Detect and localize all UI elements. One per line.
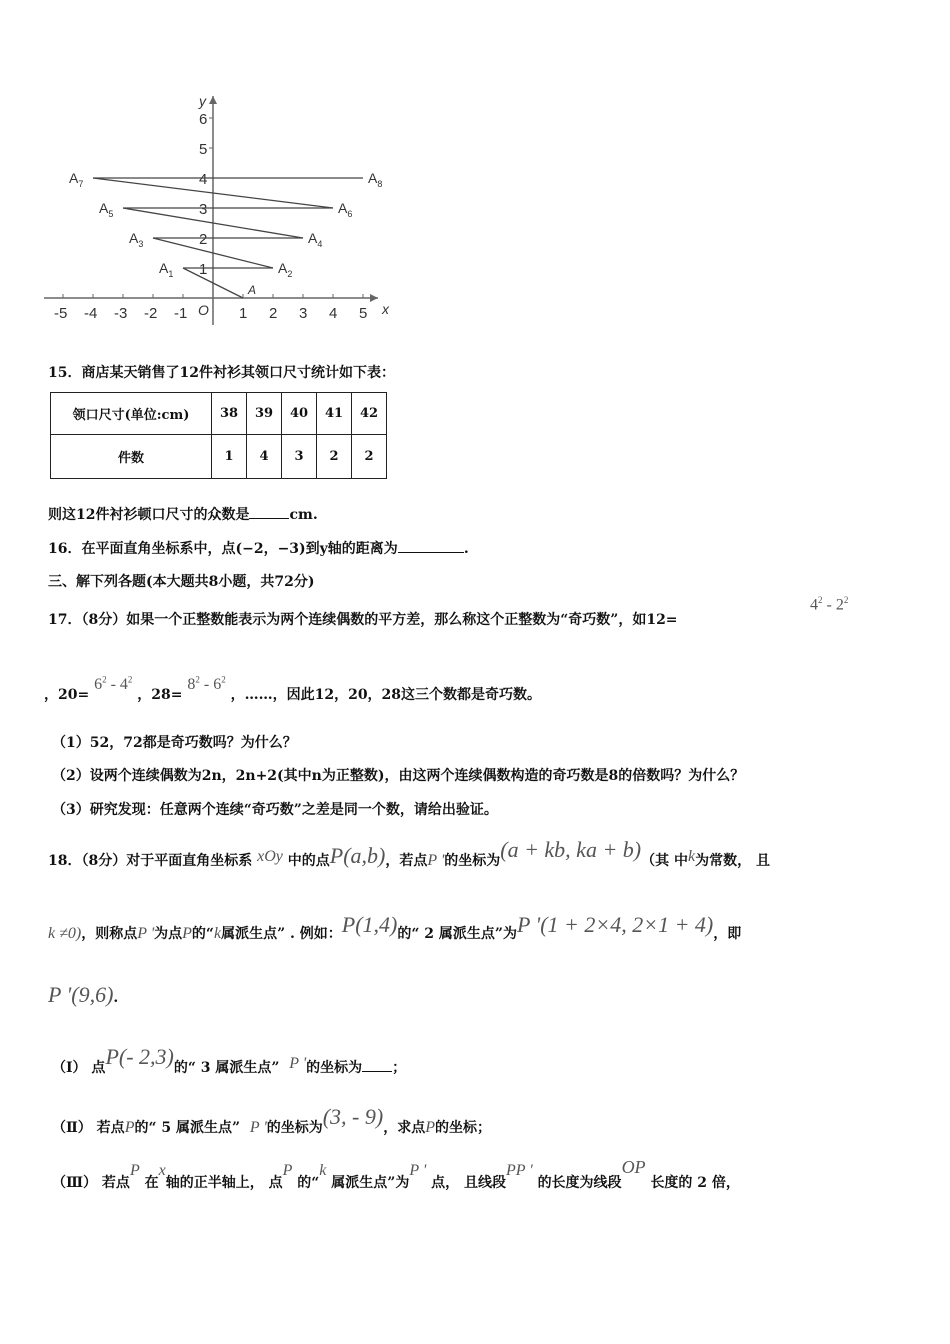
math-P-prime: P ' — [409, 1162, 427, 1179]
q18-text: 的“ 2 属派生点”为 — [397, 926, 517, 942]
q17-line2-text: ，20= — [44, 687, 90, 703]
math-P-9-6: P '(9,6) — [48, 982, 114, 1007]
q17-line2 — [44, 674, 542, 704]
point-label-A8: $A_8$ — [368, 170, 383, 189]
point-label-A7: $A_7$ — [69, 170, 84, 189]
section-heading: 三、解下列各题(本大题共8小题，共72分) — [48, 574, 315, 590]
q18-part-iii — [52, 1157, 740, 1192]
table-cell: 38 — [212, 393, 247, 435]
x-tick-label: 5 — [359, 305, 368, 322]
point-label-A1: $A_1$ — [159, 260, 174, 279]
math-k: k — [213, 925, 222, 942]
math-P-prime: P ' — [427, 852, 445, 869]
y-tick-label: 4 — [199, 171, 208, 188]
q17-sub3: （3）研究发现：任意两个连续“奇巧数”之差是同一个数，请给出验证。 — [52, 802, 498, 818]
math-P-prime: P ' — [137, 925, 155, 942]
x-tick-label: 4 — [329, 305, 338, 322]
table-header-size: 领口尺寸(单位:cm) — [51, 393, 212, 435]
q18-text: 18．（8分）对于平面直角坐标系 — [48, 853, 253, 869]
q18-part-i — [52, 1044, 407, 1078]
point-label-A3: $A_3$ — [129, 230, 144, 249]
q18-text: 的“ — [297, 1175, 320, 1191]
q18-text: 的“ — [191, 926, 214, 942]
formula-4sq-2sq: $4^2 - 2^2$ — [810, 595, 849, 614]
q18-text: ； — [392, 1060, 407, 1076]
q18-text: ，求点 — [383, 1120, 426, 1136]
q18-text: 的坐标为 — [444, 853, 501, 869]
q18-text: 的长度为线段 — [537, 1175, 622, 1191]
q18-text: 属派生点”为 — [331, 1175, 410, 1191]
math-PP-prime: PP ' — [506, 1162, 533, 1179]
q17-intro — [48, 609, 678, 629]
y-axis-label: y — [199, 93, 206, 109]
point-label-A2: $A_2$ — [278, 260, 293, 279]
math-P-ab: P(a,b) — [329, 843, 386, 868]
table-cell: 42 — [352, 393, 387, 435]
q18-line3 — [48, 982, 118, 1008]
y-tick-label: 3 — [199, 201, 208, 218]
q17-intro-text: 17．（8分）如果一个正整数能表示为两个连续偶数的平方差，那么称这个正整数为“奇巧数”，如12= — [48, 612, 678, 628]
q18-text: 轴的正半轴上， 点 — [165, 1175, 283, 1191]
math-P-prime: P ' — [249, 1119, 267, 1136]
q18-text: （Ⅱ） 若点 — [52, 1120, 125, 1136]
q18-text: 点， 且线段 — [431, 1175, 506, 1191]
point-label-A4: $A_4$ — [308, 230, 323, 249]
table-cell: 1 — [212, 435, 247, 479]
table-header-count: 件数 — [51, 435, 212, 479]
math-P: P — [425, 1119, 435, 1136]
q18-text: ，则称点 — [81, 926, 138, 942]
q16-suffix: . — [463, 541, 469, 557]
math-k-nonzero: k ≠0) — [48, 925, 82, 942]
q16-text — [48, 538, 469, 558]
x-tick-label: 3 — [299, 305, 308, 322]
q15-answer — [48, 504, 318, 524]
y-tick-label: 5 — [199, 141, 208, 158]
q18-text: 的坐标为 — [306, 1060, 363, 1076]
math-k: k — [688, 848, 696, 865]
q18-text: 属派生点” . 例如： — [221, 926, 342, 942]
point-label-A6: $A_6$ — [338, 200, 353, 219]
q18-text: 的坐标为 — [266, 1120, 323, 1136]
q18-text: 长度的 2 倍， — [650, 1175, 740, 1191]
q18-text: （Ⅰ） 点 — [52, 1060, 106, 1076]
math-coord-formula: (a + kb, ka + b) — [500, 837, 642, 862]
answer-blank — [398, 540, 464, 553]
q18-text: 为点 — [154, 926, 183, 942]
q18-text: . — [113, 990, 119, 1006]
q18-text: 的“ 3 属派生点” — [173, 1060, 280, 1076]
point-label-A5: $A_5$ — [99, 200, 114, 219]
answer-blank — [362, 1059, 392, 1072]
q17-line2-text: ，28= — [137, 687, 183, 703]
table-cell: 2 — [317, 435, 352, 479]
q18-text: ，若点 — [385, 853, 428, 869]
x-tick-label: 2 — [269, 305, 278, 322]
answer-blank — [249, 506, 289, 519]
x-axis-arrow — [370, 294, 378, 302]
math-P: P — [182, 925, 192, 942]
q18-text: 在 — [144, 1175, 159, 1191]
q15-answer-prefix: 则这12件衬衫顿口尺寸的众数是 — [48, 507, 250, 523]
y-tick-label: 6 — [199, 111, 208, 128]
math-P-neg2-3: P(- 2,3) — [105, 1044, 174, 1069]
x-tick-label: -5 — [54, 305, 68, 322]
coordinate-graph — [40, 90, 400, 330]
math-P: P — [282, 1162, 293, 1179]
origin-label: O — [198, 302, 209, 318]
math-P: P — [124, 1119, 135, 1136]
y-tick-label: 1 — [199, 261, 208, 278]
math-P-1-4: P(1,4) — [341, 912, 398, 937]
q18-text: 的“ 5 属派生点” — [134, 1120, 241, 1136]
q15-answer-suffix: cm. — [289, 507, 318, 523]
q18-text: （Ⅲ） 若点 — [52, 1175, 130, 1191]
x-axis-label: x — [382, 301, 389, 317]
math-P-example: P '(1 + 2×4, 2×1 + 4) — [516, 912, 714, 937]
x-tick-label: 1 — [239, 305, 248, 322]
x-tick-label: -3 — [114, 305, 128, 322]
q18-text: ，即 — [713, 926, 742, 942]
table-cell: 40 — [282, 393, 317, 435]
x-tick-label: -1 — [174, 305, 188, 322]
q15-text: 15．商店某天销售了12件衬衫其领口尺寸统计如下表： — [48, 365, 395, 381]
math-coord-3-neg9: (3, - 9) — [322, 1104, 384, 1129]
table-cell: 39 — [247, 393, 282, 435]
q17-line2-text: ，……，因此12，20，28这三个数都是奇巧数。 — [230, 687, 542, 703]
x-tick-label: -4 — [84, 305, 98, 322]
table-cell: 3 — [282, 435, 317, 479]
q18-text: 中的点 — [287, 853, 330, 869]
q18-line1 — [48, 837, 770, 871]
q18-text: （其 中 — [641, 853, 688, 869]
math-k: k — [319, 1162, 327, 1179]
q17-sub1: （1）52，72都是奇巧数吗？为什么？ — [52, 735, 297, 751]
q18-text: 的坐标； — [435, 1120, 491, 1136]
y-tick-label: 2 — [199, 231, 208, 248]
math-xOy: xOy — [257, 848, 283, 865]
math-x: x — [158, 1162, 166, 1179]
q17-sub2: （2）设两个连续偶数为2n，2n+2(其中n为正整数)，由这两个连续偶数构造的奇巧数是8的倍数吗？为什么？ — [52, 768, 745, 784]
table-cell: 4 — [247, 435, 282, 479]
math-P: P — [129, 1162, 140, 1179]
x-tick-label: -2 — [144, 305, 158, 322]
math-P-prime: P ' — [289, 1055, 307, 1072]
q18-part-ii — [52, 1104, 491, 1138]
y-axis-arrow — [209, 96, 217, 104]
q18-text: 为常数， 且 — [695, 853, 770, 869]
formula-8sq-6sq: $8^2 - 6^2$ — [187, 674, 226, 693]
table-cell: 2 — [352, 435, 387, 479]
q18-line2 — [48, 912, 742, 944]
point-A-label: A — [248, 283, 257, 297]
collar-size-table — [50, 392, 387, 479]
table-cell: 41 — [317, 393, 352, 435]
q16-question: 16．在平面直角坐标系中，点(−2，−3)到y轴的距离为 — [48, 541, 398, 557]
formula-6sq-4sq: $6^2 - 4^2$ — [94, 674, 133, 693]
math-OP: OP — [621, 1157, 646, 1177]
